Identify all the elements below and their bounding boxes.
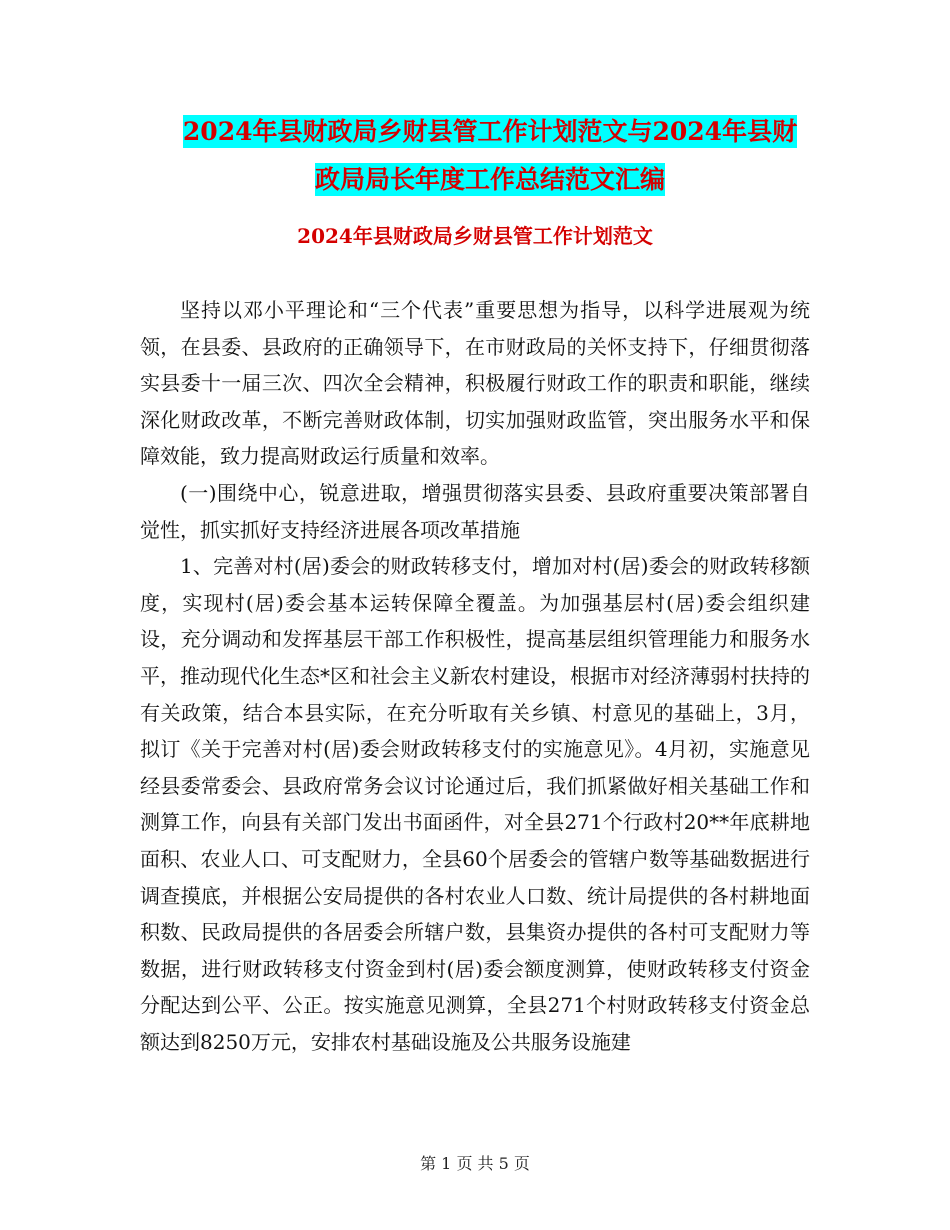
- paragraph: 1、完善对村(居)委会的财政转移支付，增加对村(居)委会的财政转移额度，实现村(居)委会基本运转保障全覆盖。为加强基层村(居)委会组织建设，充分调动和发挥基层干部工作积极性，提高基层组织管理能力和服务水平，推动现代化生态*区和社会主义新农村建设，根据市对经济薄弱村扶持的有关政策，结合本县实际，在充分听取有关乡镇、村意见的基础上，3月，拟订《关于完善对村(居)委会财政转移支付的实施意见》。4月初，实施意见经县委常委会、县政府常务会议讨论通过后，我们抓紧做好相关基础工作和测算工作，向县有关部门发出书面函件，对全县271个行政村20**年底耕地面积、农业人口、可支配财力，全县60个居委会的管辖户数等基础数据进行调查摸底，并根据公安局提供的各村农业人口数、统计局提供的各村耕地面积数、民政局提供的各居委会所辖户数，县集资办提供的各村可支配财力等数据，进行财政转移支付资金到村(居)委会额度测算，使财政转移支付资金分配达到公平、公正。按实施意见测算，全县271个村财政转移支付资金总额达到8250万元，安排农村基础设施及公共服务设施建: [140, 554, 810, 1054]
- page-number: 第 1 页 共 5 页: [420, 1154, 530, 1173]
- document-body: [140, 292, 810, 1060]
- paragraph: (一)围绕中心，锐意进取，增强贯彻落实县委、县政府重要决策部署自觉性，抓实抓好支持经济进展各项改革措施: [140, 480, 810, 542]
- document-title-line-1: 2024年县财政局乡财县管工作计划范文与2024年县财: [182, 117, 798, 146]
- section-title: 2024年县财政局乡财县管工作计划范文: [297, 224, 653, 248]
- document-title-line-2: 政局局长年度工作总结范文汇编: [314, 165, 665, 194]
- document-title: [140, 108, 840, 204]
- paragraph: 坚持以邓小平理论和“三个代表”重要思想为指导，以科学进展观为统领，在县委、县政府的正确领导下，在市财政局的关怀支持下，仔细贯彻落实县委十一届三次、四次全会精神，积极履行财政工作的职责和职能，继续深化财政改革，不断完善财政体制，切实加强财政监管，突出服务水平和保障效能，致力提高财政运行质量和效率。: [140, 298, 810, 469]
